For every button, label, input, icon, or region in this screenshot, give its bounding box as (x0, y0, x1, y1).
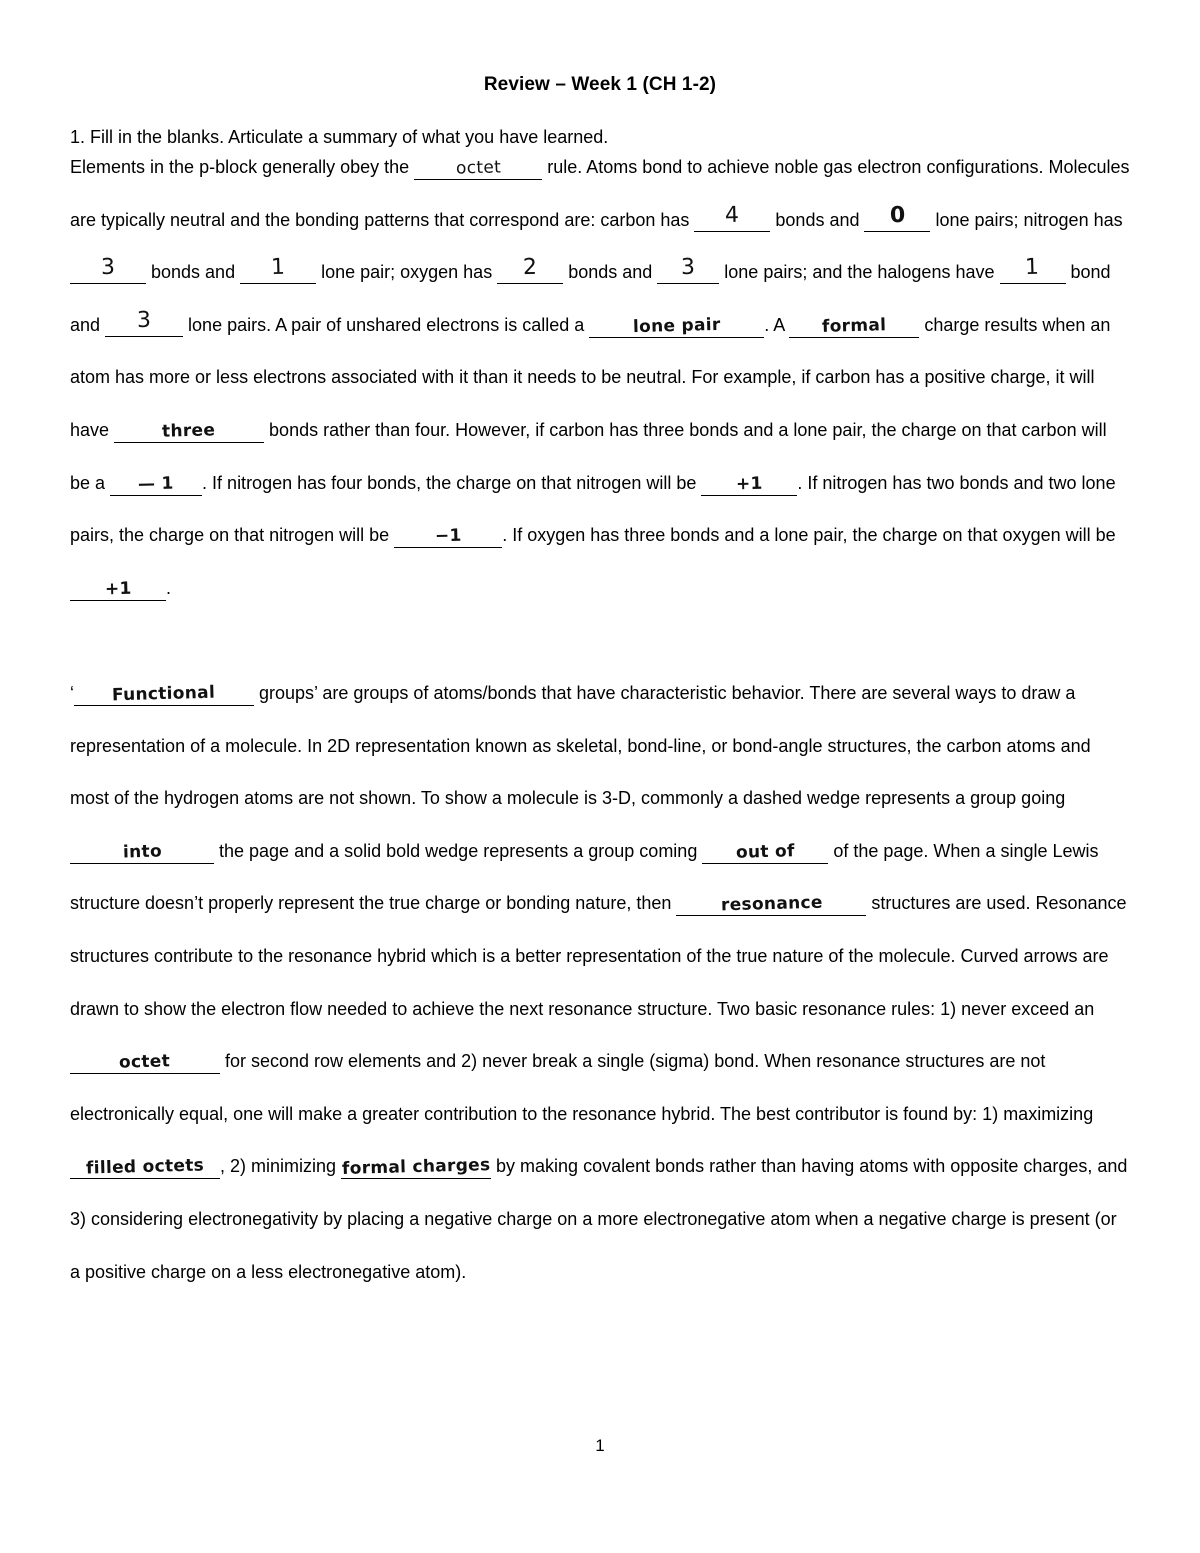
blank-ammonium-charge[interactable] (701, 472, 797, 496)
handwritten-answer: lone pair (632, 314, 721, 337)
blank-oxygen-lone-pairs[interactable] (657, 255, 719, 284)
handwritten-answer: 1 (270, 255, 286, 281)
handwritten-answer: — 1 (137, 473, 175, 495)
blank-nitrogen-lone-pairs[interactable] (240, 255, 316, 284)
document-title: Review – Week 1 (CH 1-2) (483, 74, 717, 95)
blank-dashed-wedge[interactable] (70, 840, 214, 864)
blank-resonance[interactable] (676, 892, 866, 916)
blank-bold-wedge[interactable] (702, 840, 828, 864)
paragraph-structures: ‘ Functional groups’ are groups of atoms/bonds that have characteristic behavior. There are several ways to draw a representation of a molecule. In 2D representation known as skeletal, bond-line, or bond-angle structures, the carbon atoms and most of the hydrogen atoms are not shown. To show a molecule is 3-D, commonly a dashed wedge represents a group going into the page and a solid bold wedge represents a group coming out of of the page. When a single Lewis structure doesn’t properly represent the true charge or bonding nature, then resonance structures are used. Resonance structures contribute to the resonance hybrid which is a better representation of the true nature of the molecule. Curved arrows are drawn to show the electron flow needed to achieve the next resonance structure. Two basic resonance rules: 1) never exceed an octet for second row elements and 2) never break a single (sigma) bond. When resonance structures are not electronically equal, one will make a greater contribution to the resonance hybrid. The best contributor is found by: 1) maximizing filled octets , 2) minimizing formal charges by making covalent bonds rather than having atoms with opposite charges, and 3) considering electronegativity by placing a negative charge on a more electronegative atom when a negative charge is present (or a positive charge on a less electronegative atom). (70, 682, 1128, 1282)
handwritten-answer: Functional (112, 682, 216, 706)
blank-carbon-bonds[interactable] (694, 202, 770, 232)
blank-unshared-pair[interactable] (589, 314, 764, 338)
handwritten-answer: 3 (680, 255, 696, 281)
blank-carbocation-bonds[interactable] (114, 419, 264, 443)
blank-nitrogen-bonds[interactable] (70, 255, 146, 284)
blank-octet[interactable] (70, 1050, 220, 1074)
handwritten-answer: out of (735, 841, 795, 863)
handwritten-answer: +1 (104, 578, 132, 600)
blank-oxonium-charge[interactable] (70, 577, 166, 601)
handwritten-answer: 3 (100, 255, 116, 281)
handwritten-answer: −1 (434, 525, 462, 547)
handwritten-answer: octet (119, 1051, 171, 1073)
handwritten-answer: formal (821, 314, 887, 337)
blank-filled-octets[interactable] (70, 1155, 220, 1179)
handwritten-answer: 4 (724, 202, 740, 228)
handwritten-answer: filled octets (85, 1155, 205, 1179)
handwritten-answer: 3 (136, 307, 152, 333)
blank-charge-type[interactable] (789, 314, 919, 338)
handwritten-answer: +1 (735, 473, 763, 494)
blank-carbanion-charge[interactable] (110, 472, 202, 496)
blank-rule[interactable] (414, 156, 542, 180)
blank-halogen-bonds[interactable] (1000, 255, 1066, 284)
blank-oxygen-bonds[interactable] (497, 255, 563, 284)
blank-carbon-lone-pairs[interactable] (864, 202, 930, 232)
handwritten-answer: into (122, 841, 162, 863)
handwritten-answer: three (162, 420, 216, 442)
handwritten-answer: 1 (1025, 255, 1040, 281)
blank-amide-charge[interactable] (394, 524, 502, 548)
handwritten-answer: octet (455, 157, 501, 179)
page-number: 1 (595, 1436, 605, 1455)
handwritten-answer: 0 (889, 202, 906, 228)
handwritten-answer: resonance (720, 893, 823, 916)
handwritten-answer: formal charges (341, 1155, 491, 1180)
blank-functional-groups[interactable] (74, 682, 254, 706)
blank-formal-charges[interactable] (341, 1155, 491, 1179)
blank-halogen-lone-pairs[interactable] (105, 307, 183, 337)
question-prompt: 1. Fill in the blanks. Articulate a summary of what you have learned. (70, 127, 609, 147)
handwritten-answer: 2 (522, 255, 538, 281)
paragraph-bonding: Elements in the p-block generally obey the octet rule. Atoms bond to achieve noble gas electron configurations. Molecules are typically neutral and the bonding patterns that correspond are: carbon has 4 bonds and 0 lone pairs; nitrogen has 3 bonds and 1 lone pair; oxygen has 2 bonds and 3 lone pairs; and the halogens have 1 bond and 3 lone pairs. A pair of unshared electrons is called a lone pair . A formal charge results when an atom has more or less electrons associated with it than it needs to be neutral. For example, if carbon has a positive charge, it will have three bonds rather than four. However, if carbon has three bonds and a lone pair, the charge on that carbon will be a — 1 . If nitrogen has four bonds, the charge on that nitrogen will be +1 . If nitrogen has two bonds and two lone pairs, the charge on that nitrogen will be −1 . If oxygen has three bonds and a lone pair, the charge on that oxygen will be +1 . (70, 157, 1130, 600)
